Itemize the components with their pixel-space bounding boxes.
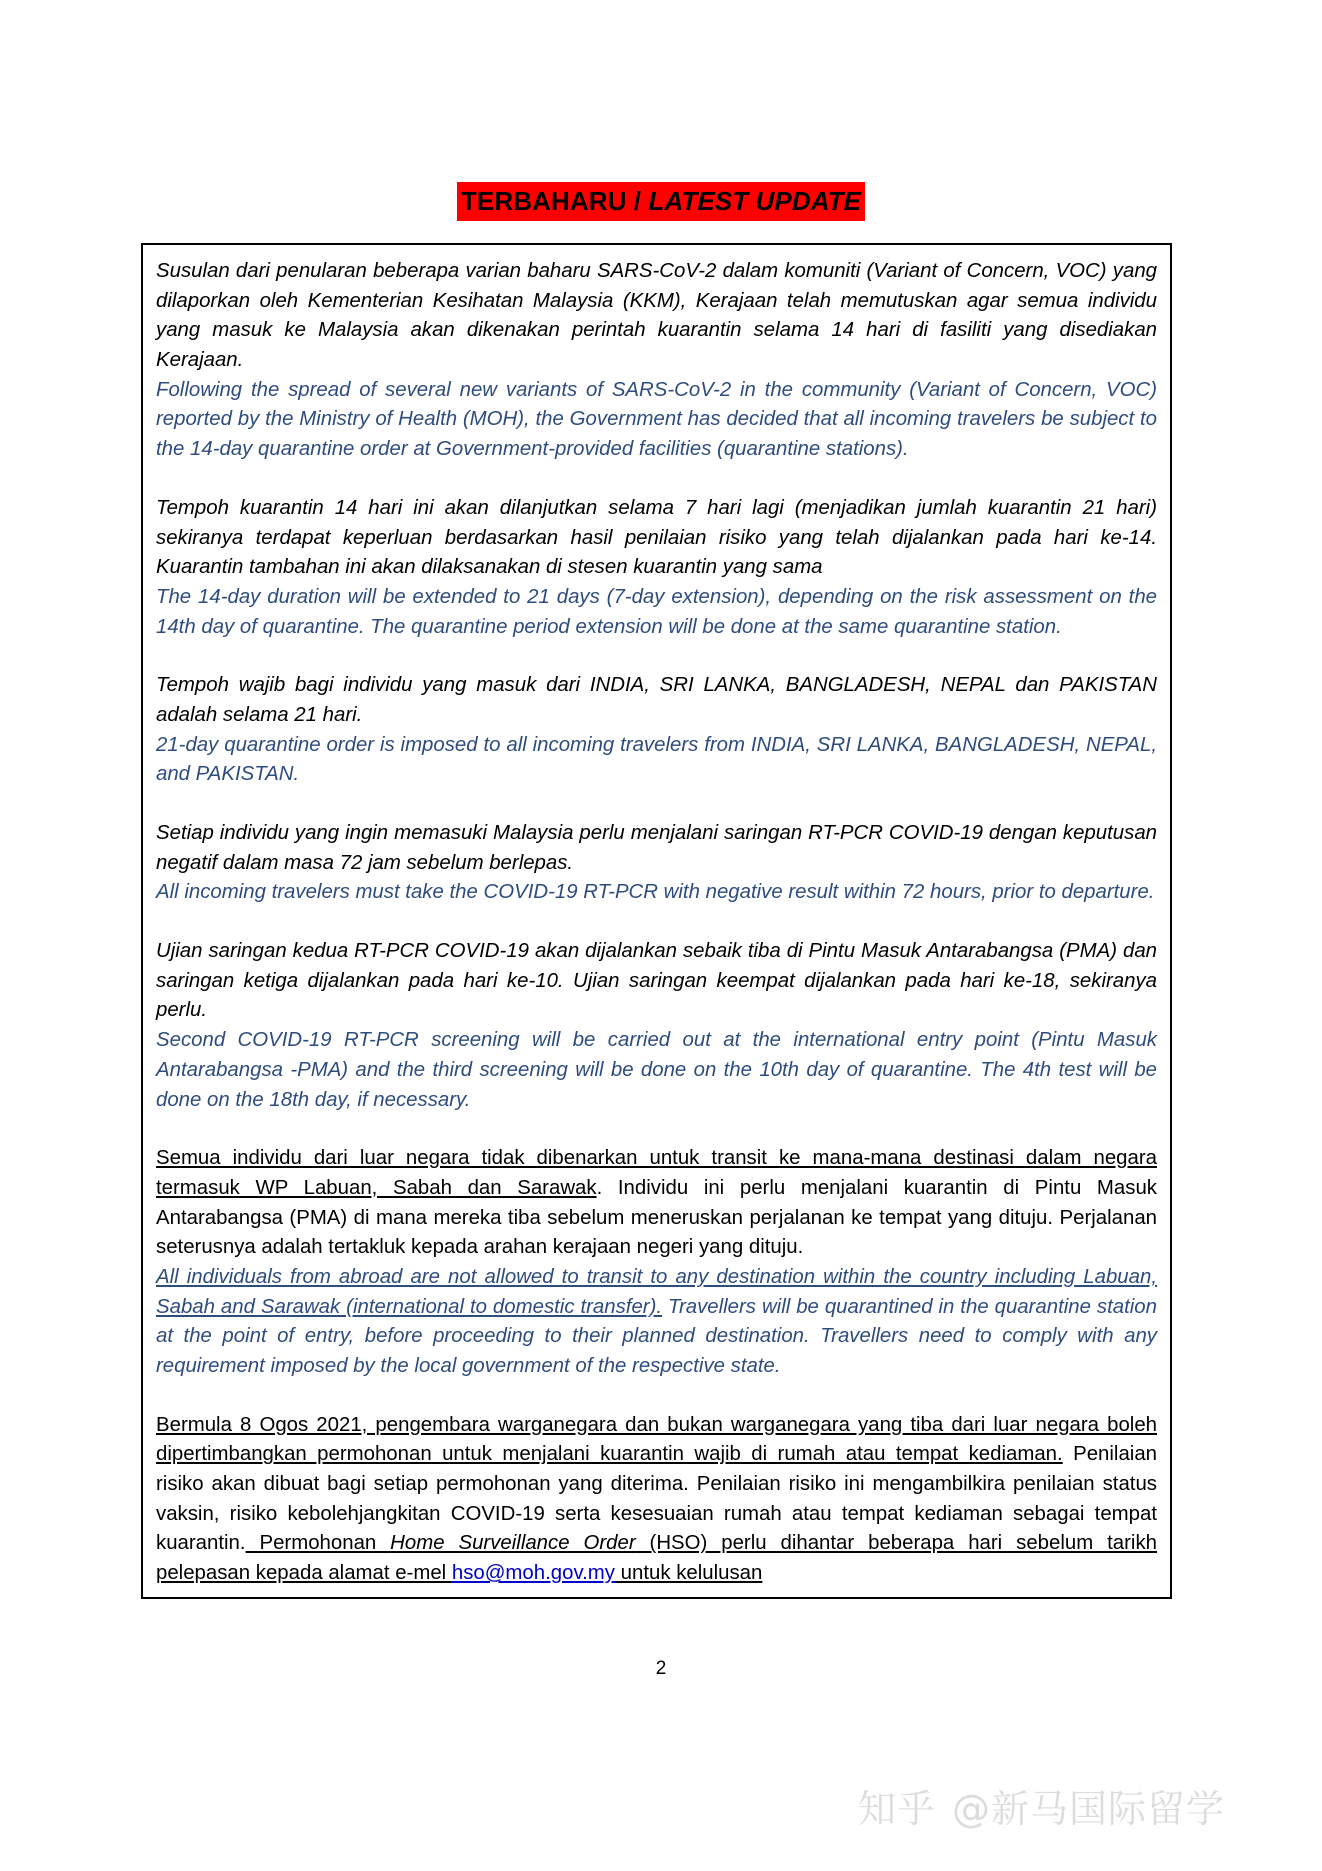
title-emphasis: LATEST UPDATE xyxy=(648,186,862,216)
zhihu-handle-text: @新马国际留学 xyxy=(952,1787,1226,1831)
hso-underlined-tail-a: Permohonan xyxy=(245,1532,391,1555)
page-number: 2 xyxy=(655,1658,667,1679)
transit-rest-malay: . Individu ini perlu menjalani kuarantin di Pintu Masuk Antarabangsa (PMA) di mana mereka tiba sebelum meneruskan perjalanan ke tempat yang dituju. Perjalanan seterusnya adalah tertakluk kepada arahan kerajaan negeri yang dituju. xyxy=(156,1176,1157,1259)
paragraph-2-english: The 14-day duration will be extended to 21 days (7-day extension), depending on the risk assessment on the 14th day of quarantine. The quarantine period extension will be done at the same quarantine station. xyxy=(156,585,1157,638)
paragraph-3-malay: Tempoh wajib bagi individu yang masuk dari INDIA, SRI LANKA, BANGLADESH, NEPAL dan PAKISTAN adalah selama 21 hari. xyxy=(156,674,1157,726)
paragraph-spacer xyxy=(156,642,1157,671)
paragraph-spacer xyxy=(156,1382,1157,1411)
hso-underlined-lead: Bermula 8 Ogos 2021, pengembara warganegara dan bukan warganegara yang tiba dari luar negara boleh dipertimbangkan permohonan untuk menjalani kuarantin wajib di rumah atau tempat kediaman. xyxy=(156,1413,1157,1466)
hso-middle-text: Penilaian risiko akan dibuat bagi setiap permohonan yang diterima. Penilaian risiko ini mengambilkira penilaian status vaksin, risiko kebolehjangkitan COVID-19 serta kesesuaian rumah atau tempat kediaman sebagai tempat kuarantin. xyxy=(156,1443,1157,1555)
hso-term-home-surveillance-order: Home Surveillance Order xyxy=(390,1532,636,1555)
page-title xyxy=(0,182,1322,221)
transit-underlined-lead-malay: Semua individu dari luar negara tidak dibenarkan untuk transit ke mana-mana destinasi dalam negara termasuk WP Labuan, Sabah dan Sarawak xyxy=(156,1147,1157,1199)
title-prefix: TERBAHARU / xyxy=(460,186,649,216)
transit-paragraph-malay xyxy=(156,1144,1157,1263)
zhihu-logo-text: 知乎 xyxy=(858,1787,937,1831)
paragraph-1-english: Following the spread of several new variants of SARS-CoV-2 in the community (Variant of Concern, VOC) reported by the Ministry of Health (MOH), the Government has decided that all incoming travelers be subject to the 14-day quarantine order at Government-provided facilities (quarantine stations). xyxy=(156,378,1157,461)
zhihu-watermark xyxy=(858,1778,1225,1833)
transit-rest-english: Travellers will be quarantined in the quarantine station at the point of entry, before proceeding to their planned destination. Travellers need to comply with any requirement imposed by the local government of the respective state. xyxy=(156,1295,1157,1377)
paragraph-spacer xyxy=(156,790,1157,819)
hso-email-link[interactable]: hso@moh.gov.my xyxy=(451,1562,615,1585)
paragraph-4-malay: Setiap individu yang ingin memasuki Malaysia perlu menjalani saringan RT-PCR COVID-19 dengan keputusan negatif dalam masa 72 jam sebelum berlepas. xyxy=(156,822,1157,874)
transit-underlined-lead-english: All individuals from abroad are not allowed to transit to any destination within the country including Labuan, Sabah and Sarawak (international to domestic transfer). xyxy=(156,1265,1157,1318)
paragraph-2-malay: Tempoh kuarantin 14 hari ini akan dilanjutkan selama 7 hari lagi (menjadikan jumlah kuarantin 21 hari) sekiranya terdapat keperluan berdasarkan hasil penilaian risiko yang telah dijalankan pada hari ke-14. Kuarantin tambahan ini akan dilaksanakan di stesen kuarantin yang sama xyxy=(156,496,1157,579)
paragraph-4-english: All incoming travelers must take the COVID-19 RT-PCR with negative result within 72 hours, prior to departure. xyxy=(156,881,1155,904)
paragraph-5-english: Second COVID-19 RT-PCR screening will be carried out at the international entry point (Pintu Masuk Antarabangsa -PMA) and the third screening will be done on the 10th day of quarantine. The 4th test will be done on the 18th day, if necessary. xyxy=(156,1029,1157,1111)
paragraph-3-english: 21-day quarantine order is imposed to all incoming travelers from INDIA, SRI LANKA, BANGLADESH, NEPAL, and PAKISTAN. xyxy=(156,733,1157,786)
hso-underlined-tail-b: (HSO) perlu dihantar beberapa hari sebelum tarikh pelepasan kepada alamat e-mel xyxy=(156,1532,1157,1585)
paragraph-spacer xyxy=(156,908,1157,937)
hso-underlined-tail-c: untuk kelulusan xyxy=(614,1562,763,1585)
transit-paragraph-english xyxy=(156,1263,1157,1382)
title-highlight-banner xyxy=(457,182,865,221)
content-text-box xyxy=(141,243,1172,1599)
paragraph-spacer xyxy=(156,465,1157,494)
paragraph-5-malay: Ujian saringan kedua RT-PCR COVID-19 akan dijalankan sebaik tiba di Pintu Masuk Antarabangsa (PMA) dan saringan ketiga dijalankan pada hari ke-10. Ujian saringan keempat dijalankan pada hari ke-18, sekiranya perlu. xyxy=(156,940,1157,1022)
paragraph-spacer xyxy=(156,1115,1157,1144)
hso-paragraph-malay xyxy=(156,1411,1157,1589)
hso-paragraph-clipped-region xyxy=(156,1411,1157,1589)
paragraph-1-malay: Susulan dari penularan beberapa varian baharu SARS-CoV-2 dalam komuniti (Variant of Concern, VOC) yang dilaporkan oleh Kementerian Kesihatan Malaysia (KKM), Kerajaan telah memutuskan agar semua individu yang masuk ke Malaysia akan dikenakan perintah kuarantin selama 14 hari di fasiliti yang disediakan Kerajaan. xyxy=(156,260,1157,372)
